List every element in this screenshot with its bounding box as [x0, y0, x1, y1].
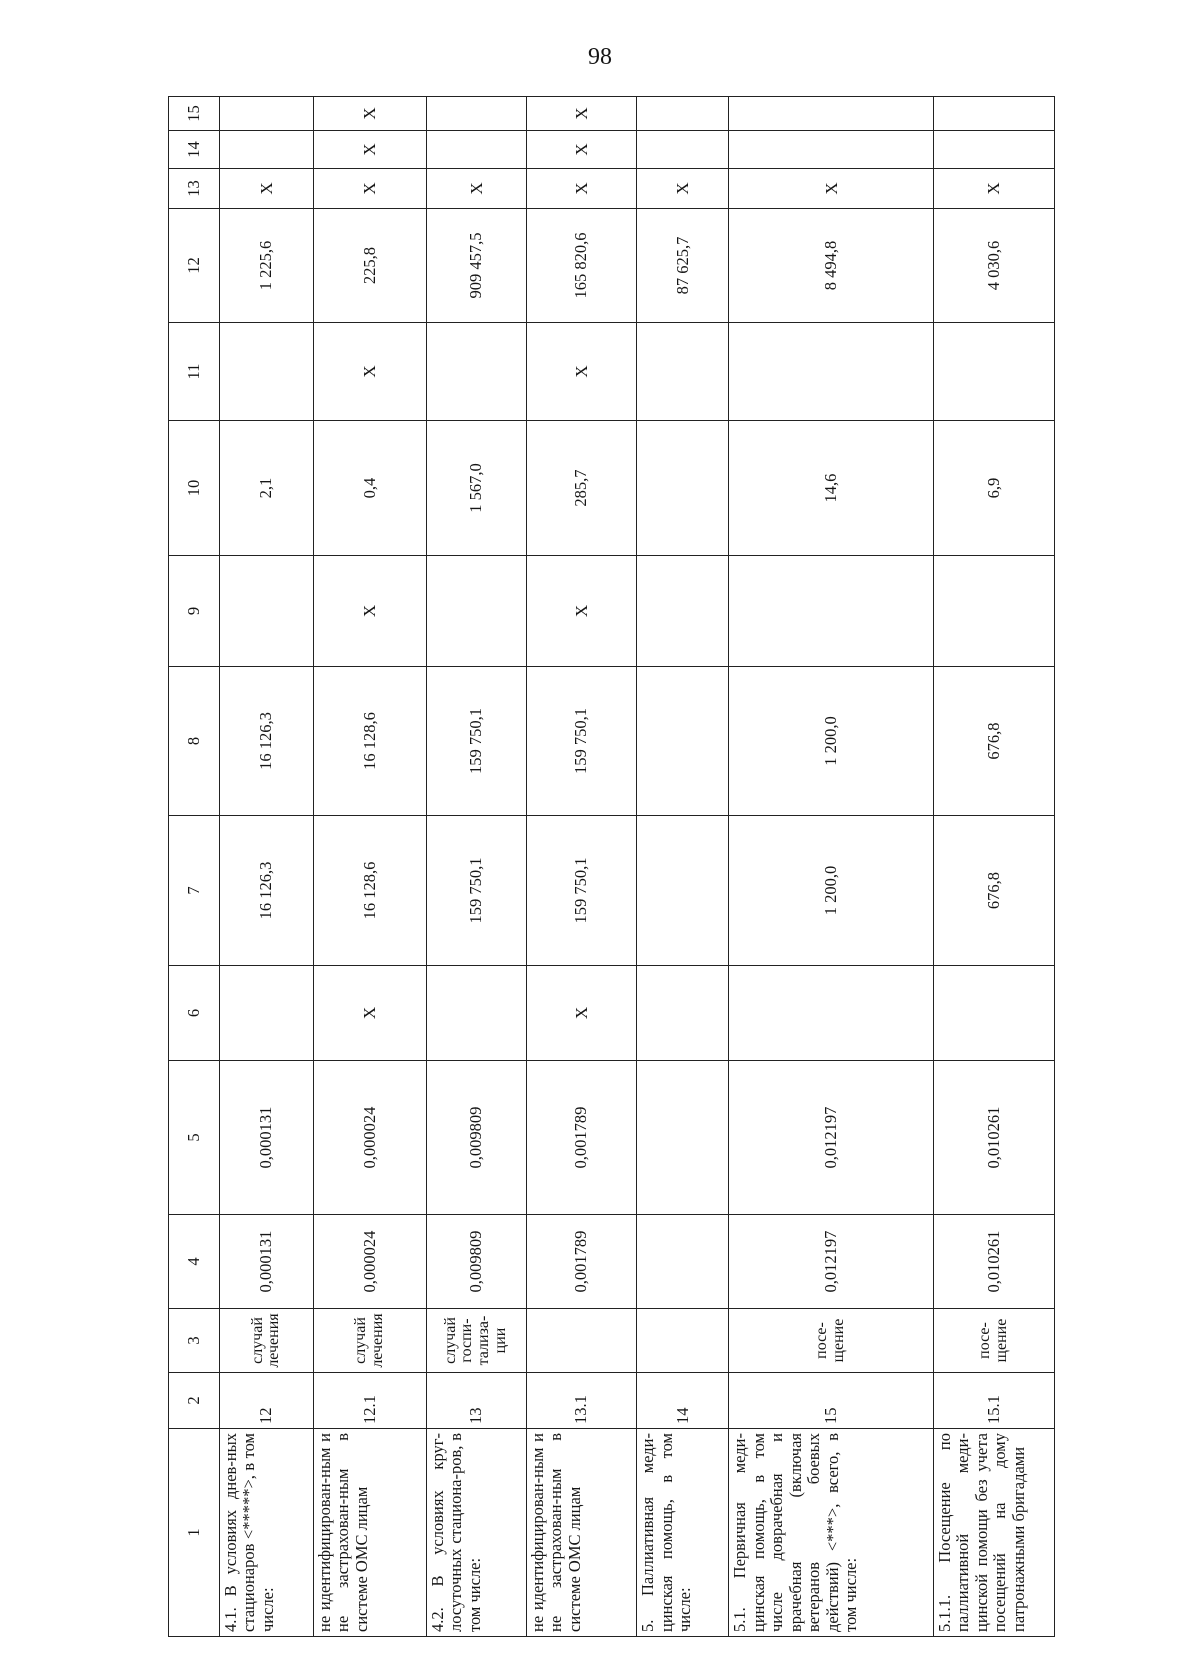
value-cell: 16 126,3	[220, 667, 314, 816]
col-header: 1	[169, 1429, 220, 1637]
value-cell	[426, 131, 526, 169]
value-cell: 225,8	[313, 209, 426, 323]
row-label: не идентифицирован-ным и не застрахован-ным в системе ОМС лицам	[526, 1429, 637, 1637]
table-row	[220, 97, 314, 1637]
row-code: 14	[637, 1373, 729, 1429]
value-cell	[426, 966, 526, 1061]
value-cell: 87 625,7	[637, 209, 729, 323]
value-cell: 1 225,6	[220, 209, 314, 323]
value-cell	[637, 966, 729, 1061]
value-cell	[729, 966, 934, 1061]
value-cell	[637, 97, 729, 131]
value-cell: 676,8	[933, 816, 1054, 966]
col-header: 4	[169, 1215, 220, 1309]
value-cell: 0,4	[313, 421, 426, 556]
row-label: не идентифицирован-ным и не застрахован-ным в системе ОМС лицам	[313, 1429, 426, 1637]
value-cell	[729, 556, 934, 667]
value-cell: 16 126,3	[220, 816, 314, 966]
value-cell: X	[526, 169, 637, 209]
col-header: 11	[169, 323, 220, 421]
value-cell: X	[426, 169, 526, 209]
table-row	[526, 97, 637, 1637]
value-cell	[220, 131, 314, 169]
row-code: 15.1	[933, 1373, 1054, 1429]
value-cell	[637, 556, 729, 667]
value-cell	[426, 97, 526, 131]
value-cell: 0,012197	[729, 1215, 934, 1309]
unit-cell	[637, 1309, 729, 1373]
value-cell: X	[313, 966, 426, 1061]
col-header: 2	[169, 1373, 220, 1429]
row-label: 5. Паллиативная меди-цинская помощь, в том числе:	[637, 1429, 729, 1637]
value-cell	[637, 421, 729, 556]
col-header: 13	[169, 169, 220, 209]
value-cell: 16 128,6	[313, 816, 426, 966]
value-cell: X	[729, 169, 934, 209]
table-row	[933, 97, 1054, 1637]
unit-cell: случай госпи-тализа-ции	[426, 1309, 526, 1373]
col-header: 7	[169, 816, 220, 966]
value-cell	[220, 97, 314, 131]
value-cell: 0,001789	[526, 1215, 637, 1309]
value-cell: 0,010261	[933, 1215, 1054, 1309]
table-row	[313, 97, 426, 1637]
unit-cell: посе-щение	[729, 1309, 934, 1373]
value-cell: X	[220, 169, 314, 209]
col-header: 8	[169, 667, 220, 816]
value-cell: X	[526, 323, 637, 421]
value-cell: 285,7	[526, 421, 637, 556]
unit-cell: случай лечения	[313, 1309, 426, 1373]
col-header: 10	[169, 421, 220, 556]
value-cell: 159 750,1	[426, 667, 526, 816]
value-cell: 0,000024	[313, 1061, 426, 1215]
value-cell	[933, 97, 1054, 131]
page-number: 98	[588, 44, 612, 70]
value-cell: 676,8	[933, 667, 1054, 816]
row-label: 4.1. В условиях днев-ных стационаров <*****>, в том числе:	[220, 1429, 314, 1637]
value-cell: 8 494,8	[729, 209, 934, 323]
value-cell: X	[526, 556, 637, 667]
value-cell: X	[313, 323, 426, 421]
table-row	[637, 97, 729, 1637]
value-cell	[933, 556, 1054, 667]
value-cell	[729, 97, 934, 131]
col-header: 6	[169, 966, 220, 1061]
value-cell: 0,010261	[933, 1061, 1054, 1215]
value-cell: 0,009809	[426, 1061, 526, 1215]
value-cell: 0,000131	[220, 1061, 314, 1215]
value-cell: X	[526, 131, 637, 169]
unit-cell: посе-щение	[933, 1309, 1054, 1373]
value-cell: X	[637, 169, 729, 209]
value-cell: 0,001789	[526, 1061, 637, 1215]
data-table	[168, 96, 1055, 1637]
value-cell	[220, 966, 314, 1061]
col-header: 3	[169, 1309, 220, 1373]
unit-cell	[526, 1309, 637, 1373]
value-cell: X	[313, 131, 426, 169]
value-cell: 4 030,6	[933, 209, 1054, 323]
value-cell: 0,000131	[220, 1215, 314, 1309]
value-cell: 2,1	[220, 421, 314, 556]
value-cell: 6,9	[933, 421, 1054, 556]
value-cell	[637, 131, 729, 169]
value-cell: 1 567,0	[426, 421, 526, 556]
value-cell	[933, 131, 1054, 169]
value-cell	[637, 667, 729, 816]
rotated-table-container	[168, 97, 1055, 1637]
row-code: 13.1	[526, 1373, 637, 1429]
value-cell: 16 128,6	[313, 667, 426, 816]
value-cell	[729, 323, 934, 421]
col-header: 15	[169, 97, 220, 131]
value-cell	[426, 323, 526, 421]
col-header: 14	[169, 131, 220, 169]
row-label: 4.2. В условиях круг-лосуточных стациона-ров, в том числе:	[426, 1429, 526, 1637]
table-row	[426, 97, 526, 1637]
value-cell	[933, 966, 1054, 1061]
col-header: 9	[169, 556, 220, 667]
value-cell	[637, 1215, 729, 1309]
row-code: 15	[729, 1373, 934, 1429]
value-cell: 909 457,5	[426, 209, 526, 323]
value-cell	[729, 131, 934, 169]
row-code: 12.1	[313, 1373, 426, 1429]
row-code: 13	[426, 1373, 526, 1429]
col-header: 12	[169, 209, 220, 323]
value-cell: X	[313, 97, 426, 131]
value-cell: X	[313, 169, 426, 209]
value-cell	[637, 323, 729, 421]
value-cell	[637, 1061, 729, 1215]
value-cell: 1 200,0	[729, 667, 934, 816]
value-cell: 165 820,6	[526, 209, 637, 323]
value-cell: 0,000024	[313, 1215, 426, 1309]
value-cell	[426, 556, 526, 667]
value-cell: X	[526, 97, 637, 131]
value-cell: X	[933, 169, 1054, 209]
header-row	[169, 97, 220, 1637]
value-cell: 14,6	[729, 421, 934, 556]
value-cell: 159 750,1	[426, 816, 526, 966]
row-label: 5.1. Первичная меди-цинская помощь, в том числе доврачебная и врачебная (включая ветеранов боевых действий) <***>, всего, в том числе:	[729, 1429, 934, 1637]
value-cell	[220, 323, 314, 421]
value-cell: 159 750,1	[526, 667, 637, 816]
table-row	[729, 97, 934, 1637]
row-code: 12	[220, 1373, 314, 1429]
value-cell: 0,012197	[729, 1061, 934, 1215]
value-cell: X	[313, 556, 426, 667]
value-cell: 1 200,0	[729, 816, 934, 966]
col-header: 5	[169, 1061, 220, 1215]
value-cell: 0,009809	[426, 1215, 526, 1309]
value-cell: X	[526, 966, 637, 1061]
value-cell: 159 750,1	[526, 816, 637, 966]
unit-cell: случай лечения	[220, 1309, 314, 1373]
value-cell	[637, 816, 729, 966]
value-cell	[220, 556, 314, 667]
value-cell	[933, 323, 1054, 421]
row-label: 5.1.1. Посещение по паллиативной меди-цинской помощи без учета посещений на дому патронажными бригадами	[933, 1429, 1054, 1637]
